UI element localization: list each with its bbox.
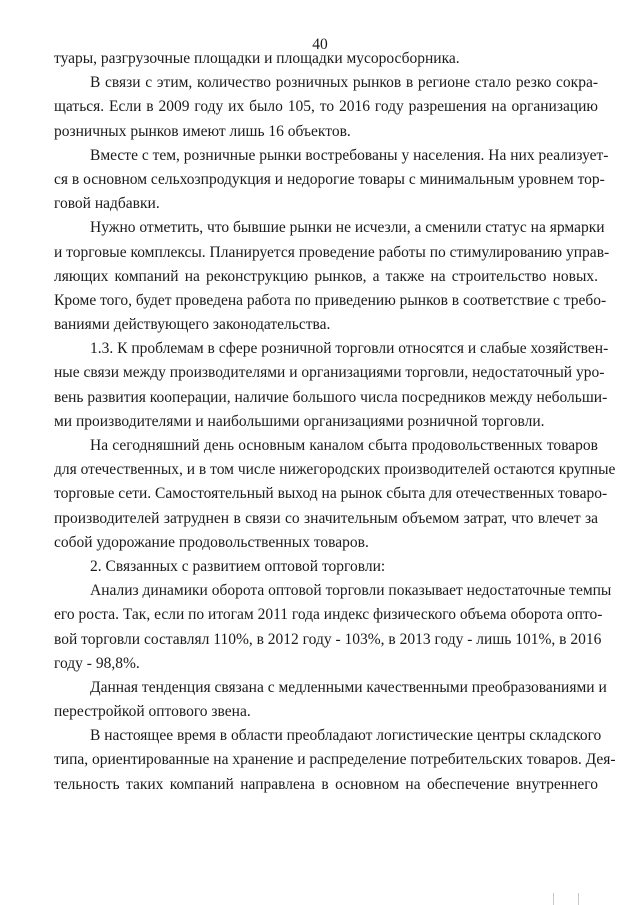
text-line: Анализ динамики оборота оптовой торговли показывает недостаточные темпы — [90, 582, 612, 600]
paragraph — [54, 434, 616, 555]
paragraph — [54, 337, 609, 434]
body-text — [54, 47, 616, 797]
text-line: году - 98,8%. — [54, 654, 140, 672]
text-line: типа, ориентированные на хранение и распределение потребительских товаров. Дея- — [54, 751, 616, 769]
text-line: торговые сети. Самостоятельный выход на рынок сбыта для отечественных товаро- — [54, 485, 608, 503]
text-line: тельность таких компаний направлена в основном на обеспечение внутреннего — [54, 775, 598, 793]
text-line: собой удорожание продовольственных товаров. — [54, 533, 369, 551]
text-line: Вместе с тем, розничные рынки востребованы у населения. На них реализует- — [90, 146, 609, 164]
scan-artifact — [553, 893, 554, 905]
text-line: ляющих компаний на реконструкцию рынков, а также на строительство новых. — [54, 267, 598, 285]
text-line: ся в основном сельхозпродукция и недорогие товары с минимальным уровнем тор- — [54, 170, 605, 188]
text-line: Кроме того, будет проведена работа по приведению рынков в соответствие с требо- — [54, 291, 607, 309]
text-line: и торговые комплексы. Планируется проведение работы по стимулированию управ- — [54, 243, 610, 261]
text-line: На сегодняшний день основным каналом сбыта продовольственных товаров — [90, 437, 598, 454]
paragraph — [54, 579, 612, 676]
text-line: ные связи между производителями и организациями торговли, недостаточный уро- — [54, 364, 605, 382]
text-line: Данная тенденция связана с медленными качественными преобразованиями и — [90, 678, 607, 696]
paragraph — [54, 47, 598, 71]
text-line: говой надбавки. — [54, 195, 160, 213]
text-line: 1.3. К проблемам в сфере розничной торговли относятся и слабые хозяйствен- — [90, 340, 609, 358]
paragraph — [54, 144, 609, 217]
text-line: вень развития кооперации, наличие большого числа посредников между небольши- — [54, 388, 608, 406]
text-line: 2. Связанных с развитием оптовой торговли: — [90, 557, 386, 575]
text-line: производителей затруднен в связи со значительным объемом затрат, что влечет за — [54, 509, 598, 527]
text-line: Нужно отметить, что бывшие рынки не исчезли, а сменили статус на ярмарки — [90, 219, 605, 237]
text-line: В связи с этим, количество розничных рынков в регионе стало резко сокра- — [90, 74, 598, 92]
text-line: щаться. Если в 2009 году их было 105, то 2016 году разрешения на организацию — [54, 98, 598, 116]
scan-artifact — [578, 893, 579, 905]
paragraph — [54, 724, 616, 797]
text-line: туары, разгрузочные площадки и площадки мусоросборника. — [54, 50, 460, 67]
paragraph — [54, 71, 598, 144]
text-line: В настоящее время в области преобладают логистические центры складского — [90, 727, 602, 745]
paragraph — [54, 555, 598, 579]
text-line: для отечественных, и в том числе нижегородских производителей остаются крупные — [54, 461, 616, 479]
text-line: ми производителями и наибольшими организациями розничной торговли. — [54, 412, 545, 430]
text-line: вой торговли составлял 110%, в 2012 году - 103%, в 2013 году - лишь 101%, в 2016 — [54, 630, 602, 648]
text-line: его роста. Так, если по итогам 2011 года индекс физического объема оборота опто- — [54, 606, 603, 624]
text-line: перестройкой оптового звена. — [54, 703, 251, 721]
text-line: ваниями действующего законодательства. — [54, 316, 331, 334]
page-number: 40 — [312, 36, 328, 53]
text-line: розничных рынков имеют лишь 16 объектов. — [54, 122, 351, 140]
paragraph — [54, 676, 607, 724]
paragraph — [54, 216, 610, 337]
